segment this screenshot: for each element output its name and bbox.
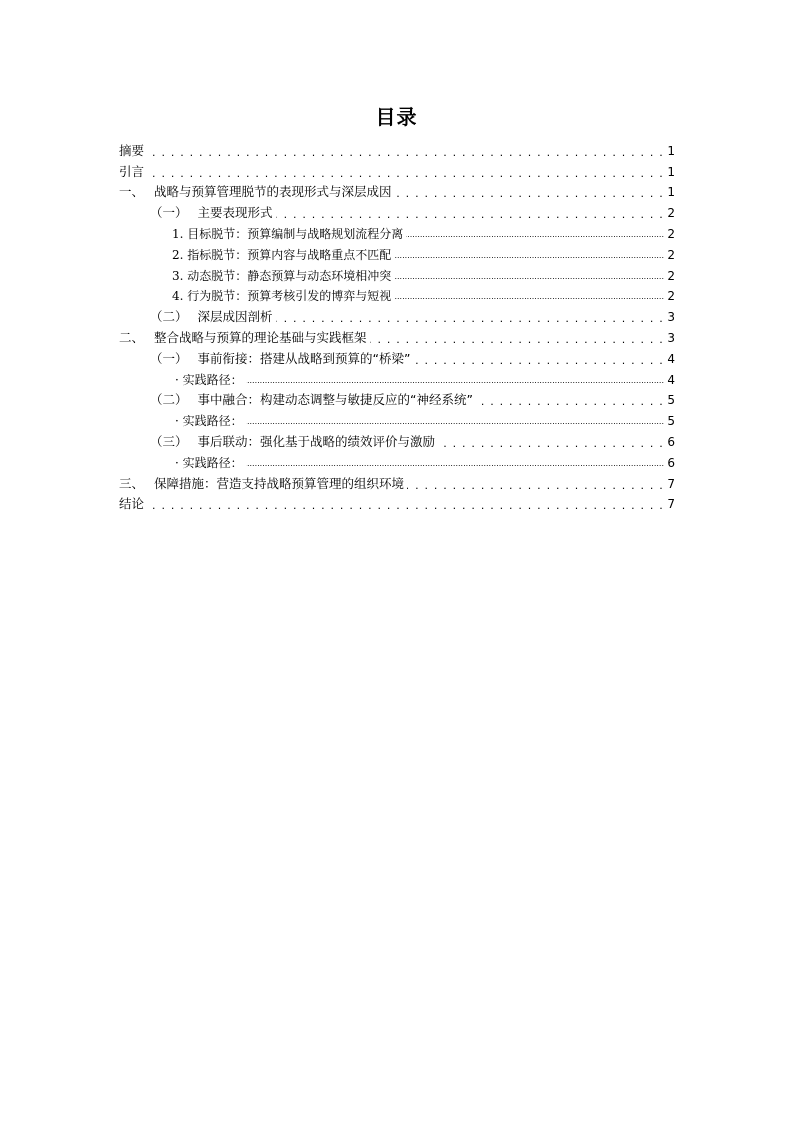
dot-leader: [407, 479, 664, 489]
toc-entry-label: 事中融合：构建动态调整与敏捷反应的“神经系统”: [197, 392, 473, 408]
dot-leader: [246, 375, 664, 385]
toc-entry-section-1-1-4[interactable]: [119, 284, 675, 305]
dot-leader: [395, 187, 664, 197]
toc-entry-section-2-3[interactable]: [119, 429, 675, 450]
toc-entry-label: 目标脱节：预算编制与战略规划流程分离: [187, 226, 404, 241]
toc-entry-conclusion[interactable]: [119, 492, 675, 513]
toc-entry-section-1[interactable]: [119, 180, 675, 201]
toc-entry-section-1-1-1[interactable]: [119, 221, 675, 242]
toc-entry-number: 4.: [172, 289, 184, 304]
toc-entry-page: 3: [667, 330, 675, 345]
toc-entry-label: 动态脱节：静态预算与动态环境相冲突: [187, 268, 392, 283]
toc-entry-page: 2: [667, 289, 675, 304]
toc-entry-section-1-1-2[interactable]: [119, 242, 675, 263]
bullet-icon: ·: [175, 455, 179, 470]
dot-leader: [394, 250, 664, 260]
toc-entry-section-2-1-path[interactable]: [119, 367, 675, 388]
toc-entry-abstract[interactable]: [119, 138, 675, 159]
toc-entry-label: 事前衔接：搭建从战略到预算的“桥梁”: [197, 350, 411, 366]
toc-entry-page: 3: [667, 310, 675, 325]
toc-entry-label: 深层成因剖析: [197, 309, 273, 325]
toc-entry-label: 战略与预算管理脱节的表现形式与深层成因: [154, 184, 392, 200]
dot-leader: [370, 333, 664, 343]
toc-entry-number: （一）: [150, 350, 188, 366]
dot-leader: [246, 458, 664, 468]
toc-entry-label: 指标脱节：预算内容与战略重点不匹配: [187, 247, 392, 262]
toc-entry-label: 行为脱节：预算考核引发的博弈与短视: [187, 289, 392, 304]
toc-entry-section-2-2-path[interactable]: [119, 408, 675, 429]
toc-entry-section-1-2[interactable]: [119, 304, 675, 325]
toc-entry-page: 4: [667, 351, 675, 366]
dot-leader: [276, 312, 664, 322]
dot-leader: [406, 229, 664, 239]
dot-leader: [147, 146, 664, 156]
toc-title: 目录: [375, 105, 418, 129]
toc-entry-page: 4: [667, 372, 675, 387]
toc-entry-page: 5: [667, 393, 675, 408]
toc-entry-number: 3.: [172, 268, 184, 283]
dot-leader: [147, 499, 664, 509]
toc-entry-label: 引言: [119, 163, 145, 179]
toc-entry-number: （三）: [150, 433, 188, 449]
toc-entry-page: 7: [667, 497, 675, 512]
toc-entry-number: （一）: [150, 205, 188, 221]
toc-entry-section-3[interactable]: [119, 471, 675, 492]
toc-entry-page: 1: [667, 164, 675, 179]
toc-entry-label: 实践路径：: [182, 372, 243, 387]
toc-entry-section-2-2[interactable]: [119, 388, 675, 409]
toc-entry-number: 一、: [119, 184, 145, 200]
bullet-icon: ·: [175, 372, 179, 387]
toc-entry-page: 6: [667, 455, 675, 470]
toc-entry-label: 结论: [119, 496, 145, 512]
toc-entry-number: 二、: [119, 329, 145, 345]
toc-entry-page: 2: [667, 247, 675, 262]
toc-entry-label: 摘要: [119, 142, 145, 158]
toc-entry-section-1-1-3[interactable]: [119, 263, 675, 284]
table-of-contents: [119, 138, 675, 512]
toc-entry-page: 2: [667, 226, 675, 241]
dot-leader: [394, 271, 664, 281]
toc-entry-label: 事后联动：强化基于战略的绩效评价与激励: [197, 433, 436, 449]
toc-entry-section-2-3-path[interactable]: [119, 450, 675, 471]
toc-entry-section-2-1[interactable]: [119, 346, 675, 367]
dot-leader: [246, 416, 664, 426]
bullet-icon: ·: [175, 414, 179, 429]
toc-entry-number: 2.: [172, 247, 184, 262]
toc-entry-page: 1: [667, 185, 675, 200]
toc-entry-number: 1.: [172, 226, 184, 241]
toc-entry-introduction[interactable]: [119, 159, 675, 180]
toc-entry-page: 1: [667, 143, 675, 158]
toc-entry-number: （二）: [150, 309, 188, 325]
toc-entry-page: 5: [667, 414, 675, 429]
dot-leader: [276, 208, 664, 218]
dot-leader: [394, 291, 664, 301]
toc-entry-page: 2: [667, 206, 675, 221]
toc-entry-number: 三、: [119, 475, 145, 491]
dot-leader: [413, 354, 664, 364]
toc-entry-label: 保障措施：营造支持战略预算管理的组织环境: [154, 475, 405, 491]
dot-leader: [476, 395, 664, 405]
toc-entry-label: 实践路径：: [182, 455, 243, 470]
dot-leader: [438, 437, 664, 447]
toc-entry-page: 6: [667, 434, 675, 449]
dot-leader: [147, 167, 664, 177]
toc-entry-label: 实践路径：: [182, 414, 243, 429]
toc-entry-section-2[interactable]: [119, 325, 675, 346]
toc-entry-label: 整合战略与预算的理论基础与实践框架: [154, 329, 367, 345]
toc-entry-number: （二）: [150, 392, 188, 408]
toc-entry-label: 主要表现形式: [197, 205, 273, 221]
toc-entry-page: 2: [667, 268, 675, 283]
toc-entry-section-1-1[interactable]: [119, 200, 675, 221]
toc-entry-page: 7: [667, 476, 675, 491]
